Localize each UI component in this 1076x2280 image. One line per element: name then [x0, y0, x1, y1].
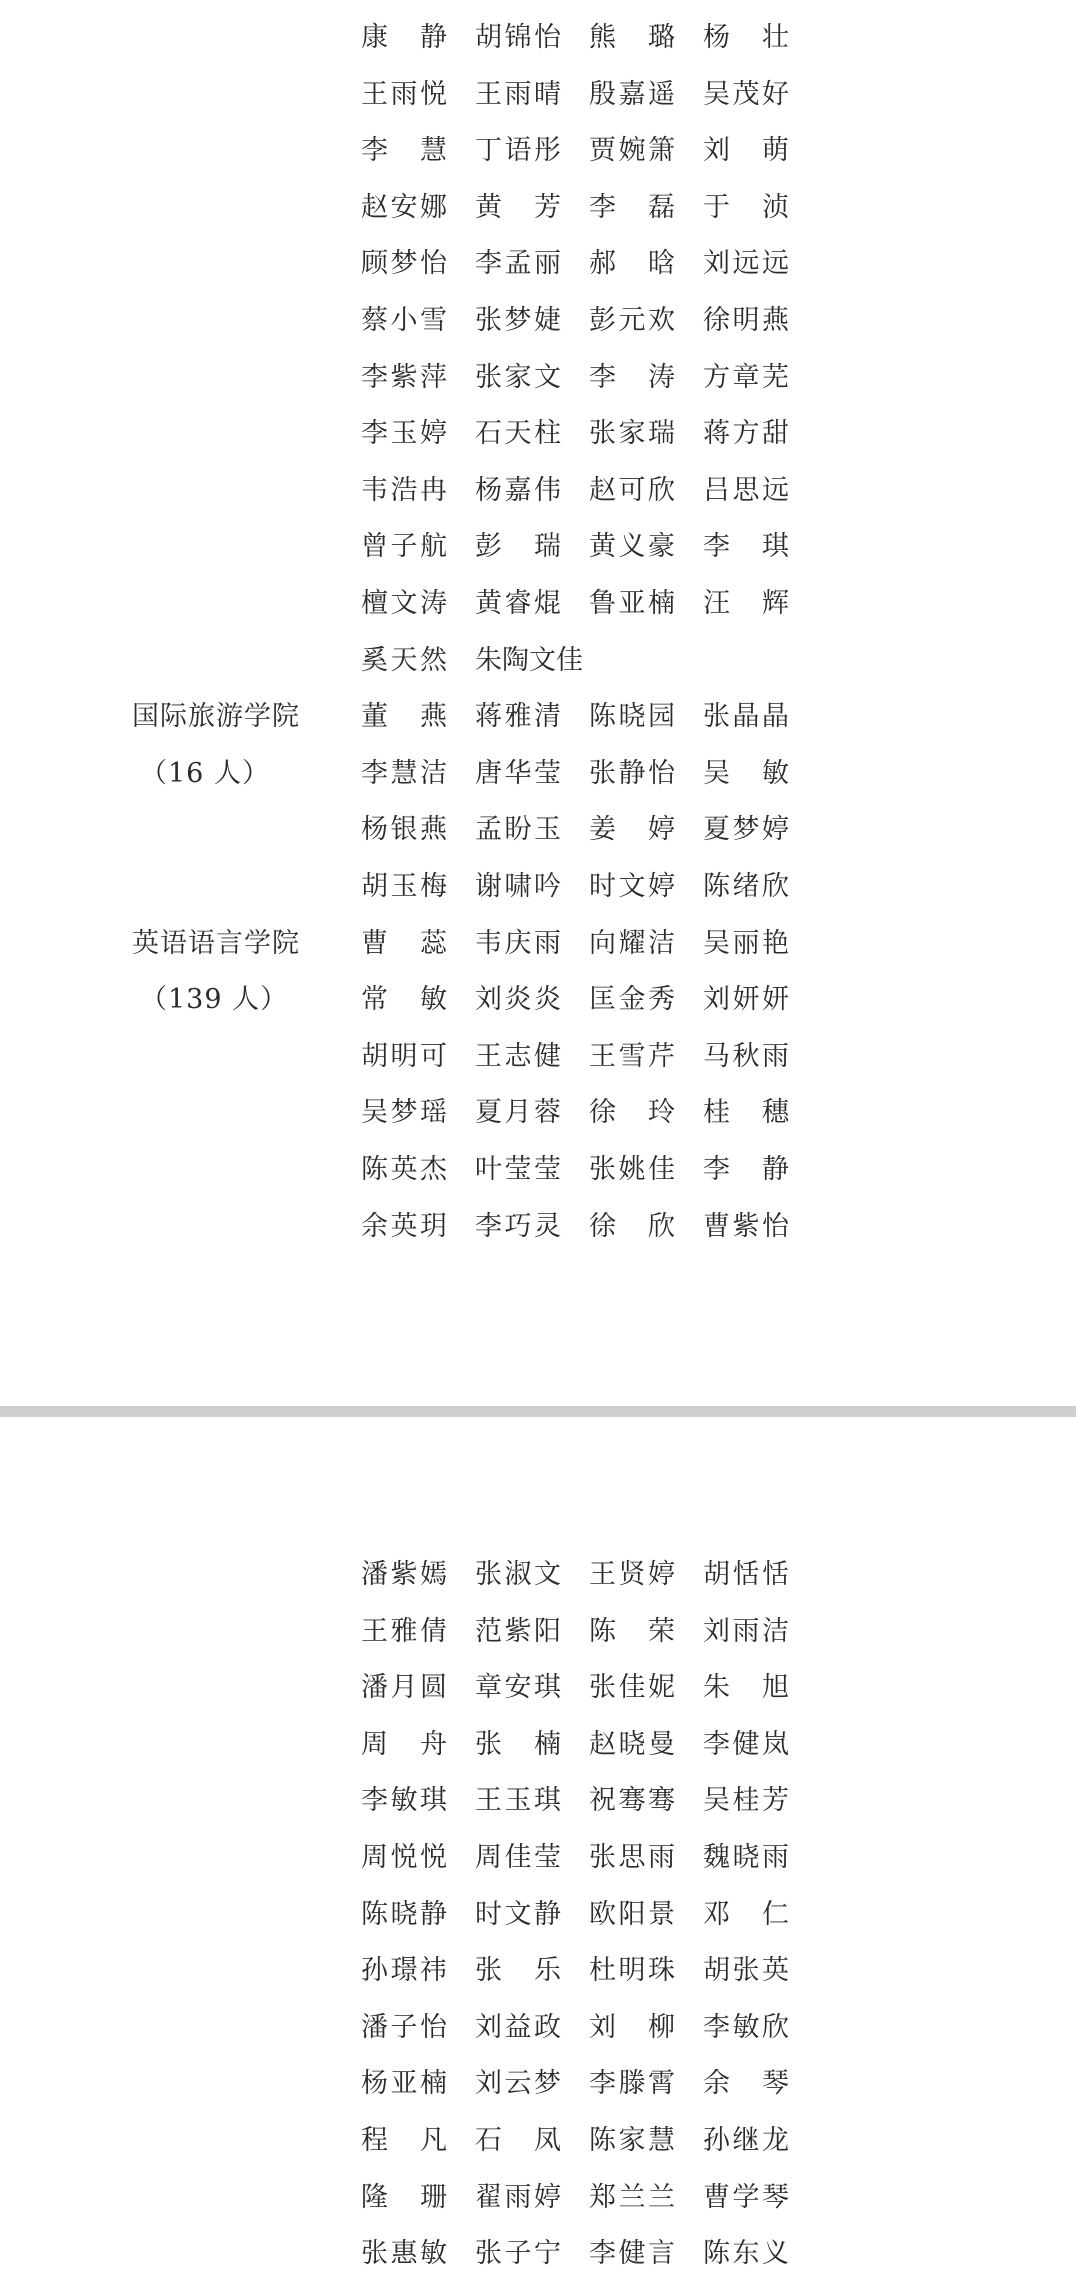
- name-row: [0, 2121, 1076, 2161]
- student-name: 唐华莹: [475, 757, 561, 789]
- student-name: 刘云梦: [475, 2068, 561, 2100]
- student-name: 张家瑞: [589, 418, 675, 450]
- student-name: 黄义豪: [589, 531, 675, 563]
- student-name: 朱陶文佳: [475, 644, 583, 676]
- student-name: 石凤: [475, 2125, 561, 2156]
- student-name: 韦浩冉: [361, 474, 447, 506]
- student-name: 胡锦怡: [475, 22, 561, 53]
- student-name: 徐欣: [589, 1210, 675, 1242]
- student-name: 杨嘉伟: [475, 474, 561, 506]
- name-row: [0, 1037, 1076, 1077]
- student-name: 刘炎炎: [475, 984, 561, 1016]
- student-name: 魏晓雨: [703, 1842, 789, 1873]
- student-name: 张淑文: [475, 1559, 561, 1590]
- student-name: 韦庆雨: [475, 927, 561, 959]
- student-name: 郑兰兰: [589, 2181, 675, 2213]
- student-name: 程凡: [361, 2125, 447, 2156]
- student-name: 刘远远: [703, 248, 789, 280]
- student-name: 刘柳: [589, 2011, 675, 2043]
- student-name: 夏月蓉: [475, 1097, 561, 1129]
- student-name: 赵安娜: [361, 191, 447, 223]
- student-name: 王雨悦: [361, 78, 447, 110]
- name-row: [0, 641, 1076, 681]
- student-name: 张梦婕: [475, 305, 561, 336]
- student-name: 李健岚: [703, 1728, 789, 1760]
- name-row: [0, 1725, 1076, 1765]
- student-name: 蔡小雪: [361, 305, 447, 336]
- student-name: 周舟: [361, 1728, 447, 1760]
- student-name: 潘子怡: [361, 2011, 447, 2043]
- name-row: [0, 527, 1076, 567]
- student-name: 陈晓园: [589, 701, 675, 733]
- student-name: 李玉婷: [361, 418, 447, 450]
- student-name: 彭瑞: [475, 531, 561, 563]
- name-row: [0, 301, 1076, 341]
- student-name: 张乐: [475, 1955, 561, 1987]
- student-name: 曹蕊: [361, 927, 447, 959]
- college-count: （139 人）: [140, 984, 289, 1016]
- student-name: 奚天然: [361, 644, 447, 676]
- student-name: 李健言: [589, 2238, 675, 2270]
- student-name: 刘妍妍: [703, 984, 789, 1016]
- student-name: 檀文涛: [361, 588, 447, 619]
- name-row: [0, 754, 1076, 794]
- student-name: 孙继龙: [703, 2125, 789, 2156]
- student-name: 胡玉梅: [361, 871, 447, 902]
- student-name: 李慧: [361, 135, 447, 167]
- student-name: 王雅倩: [361, 1615, 447, 1647]
- student-name: 陈家慧: [589, 2125, 675, 2156]
- student-name: 匡金秀: [589, 984, 675, 1016]
- name-row: [0, 924, 1076, 964]
- student-name: 赵晓曼: [589, 1728, 675, 1760]
- student-name: 吴梦瑶: [361, 1097, 447, 1129]
- name-row: [0, 414, 1076, 454]
- name-row: [0, 2008, 1076, 2048]
- name-row: [0, 188, 1076, 228]
- name-row: [0, 1612, 1076, 1652]
- student-name: 胡明可: [361, 1040, 447, 1072]
- student-name: 时文婷: [589, 871, 675, 902]
- name-row: [0, 2234, 1076, 2274]
- student-name: 李慧洁: [361, 757, 447, 789]
- student-name: 时文静: [475, 1898, 561, 1930]
- student-name: 邓仁: [703, 1898, 789, 1930]
- name-row: [0, 980, 1076, 1020]
- student-name: 汪辉: [703, 588, 789, 619]
- student-name: 范紫阳: [475, 1615, 561, 1647]
- name-row: [0, 697, 1076, 737]
- student-name: 周佳莹: [475, 1842, 561, 1873]
- student-name: 王贤婷: [589, 1559, 675, 1590]
- student-name: 隆珊: [361, 2181, 447, 2213]
- student-name: 吴茂好: [703, 78, 789, 110]
- student-name: 王志健: [475, 1040, 561, 1072]
- student-name: 彭元欢: [589, 305, 675, 336]
- student-name: 李滕霄: [589, 2068, 675, 2100]
- student-name: 黄睿焜: [475, 588, 561, 619]
- student-name: 陈晓静: [361, 1898, 447, 1930]
- student-name: 张惠敏: [361, 2238, 447, 2270]
- student-name: 余英玥: [361, 1210, 447, 1242]
- name-row: [0, 1895, 1076, 1935]
- student-name: 杨银燕: [361, 814, 447, 846]
- student-name: 丁语彤: [475, 135, 561, 167]
- student-name: 胡恬恬: [703, 1559, 789, 1590]
- name-row: [0, 867, 1076, 907]
- name-row: [0, 1207, 1076, 1247]
- student-name: 孙璟祎: [361, 1955, 447, 1987]
- student-name: 王雪芹: [589, 1040, 675, 1072]
- student-name: 刘萌: [703, 135, 789, 167]
- student-name: 叶莹莹: [475, 1154, 561, 1185]
- name-row: [0, 1951, 1076, 1991]
- name-row: [0, 1838, 1076, 1878]
- name-row: [0, 810, 1076, 850]
- student-name: 李巧灵: [475, 1210, 561, 1242]
- student-name: 向耀洁: [589, 927, 675, 959]
- student-name: 石天柱: [475, 418, 561, 450]
- student-name: 谢啸吟: [475, 871, 561, 902]
- student-name: 郝晗: [589, 248, 675, 280]
- name-row: [0, 244, 1076, 284]
- student-name: 李静: [703, 1154, 789, 1185]
- name-row: [0, 358, 1076, 398]
- student-name: 余琴: [703, 2068, 789, 2100]
- name-row: [0, 1093, 1076, 1133]
- student-name: 刘益政: [475, 2011, 561, 2043]
- student-name: 董燕: [361, 701, 447, 733]
- student-name: 吴桂芳: [703, 1785, 789, 1817]
- student-name: 贾婉箫: [589, 135, 675, 167]
- name-row: [0, 1150, 1076, 1190]
- student-name: 李琪: [703, 531, 789, 563]
- student-name: 李涛: [589, 361, 675, 393]
- student-name: 吴敏: [703, 757, 789, 789]
- student-name: 陈绪欣: [703, 871, 789, 902]
- student-name: 李敏琪: [361, 1785, 447, 1817]
- student-name: 殷嘉遥: [589, 78, 675, 110]
- student-name: 杨壮: [703, 22, 789, 53]
- student-name: 李磊: [589, 191, 675, 223]
- student-name: 蒋方甜: [703, 418, 789, 450]
- name-row: [0, 1555, 1076, 1595]
- student-name: 赵可欣: [589, 474, 675, 506]
- student-name: 张晶晶: [703, 701, 789, 733]
- student-name: 祝骞骞: [589, 1785, 675, 1817]
- student-name: 陈英杰: [361, 1154, 447, 1185]
- student-name: 朱旭: [703, 1672, 789, 1704]
- student-name: 吴丽艳: [703, 927, 789, 959]
- name-row: [0, 2178, 1076, 2218]
- student-name: 张思雨: [589, 1842, 675, 1873]
- name-row: [0, 584, 1076, 624]
- student-name: 熊璐: [589, 22, 675, 53]
- student-name: 于浈: [703, 191, 789, 223]
- student-name: 张姚佳: [589, 1154, 675, 1185]
- college-count: （16 人）: [140, 757, 270, 789]
- name-row: [0, 131, 1076, 171]
- student-name: 李紫萍: [361, 361, 447, 393]
- student-name: 潘紫嫣: [361, 1559, 447, 1590]
- student-name: 张静怡: [589, 757, 675, 789]
- student-name: 马秋雨: [703, 1040, 789, 1072]
- student-name: 黄芳: [475, 191, 561, 223]
- student-name: 徐玲: [589, 1097, 675, 1129]
- student-name: 曾子航: [361, 531, 447, 563]
- student-name: 李孟丽: [475, 248, 561, 280]
- student-name: 胡张英: [703, 1955, 789, 1987]
- student-name: 刘雨洁: [703, 1615, 789, 1647]
- student-name: 顾梦怡: [361, 248, 447, 280]
- student-name: 徐明燕: [703, 305, 789, 336]
- student-name: 鲁亚楠: [589, 588, 675, 619]
- student-name: 蒋雅清: [475, 701, 561, 733]
- student-name: 欧阳景: [589, 1898, 675, 1930]
- name-row: [0, 471, 1076, 511]
- student-name: 杜明珠: [589, 1955, 675, 1987]
- page-separator: [0, 1406, 1076, 1417]
- student-name: 陈东义: [703, 2238, 789, 2270]
- student-name: 章安琪: [475, 1672, 561, 1704]
- name-row: [0, 75, 1076, 115]
- student-name: 张楠: [475, 1728, 561, 1760]
- student-name: 翟雨婷: [475, 2181, 561, 2213]
- name-row: [0, 1781, 1076, 1821]
- student-name: 姜婷: [589, 814, 675, 846]
- student-name: 曹紫怡: [703, 1210, 789, 1242]
- student-name: 陈荣: [589, 1615, 675, 1647]
- name-row: [0, 1668, 1076, 1708]
- student-name: 张子宁: [475, 2238, 561, 2270]
- student-name: 王雨晴: [475, 78, 561, 110]
- college-name: 国际旅游学院: [132, 701, 300, 733]
- student-name: 曹学琴: [703, 2181, 789, 2213]
- student-name: 桂穗: [703, 1097, 789, 1129]
- student-name: 康静: [361, 22, 447, 53]
- student-name: 张家文: [475, 361, 561, 393]
- student-name: 杨亚楠: [361, 2068, 447, 2100]
- college-name: 英语语言学院: [132, 927, 300, 959]
- name-row: [0, 18, 1076, 58]
- student-name: 王玉琪: [475, 1785, 561, 1817]
- name-row: [0, 2064, 1076, 2104]
- student-name: 夏梦婷: [703, 814, 789, 846]
- student-name: 周悦悦: [361, 1842, 447, 1873]
- student-name: 孟盼玉: [475, 814, 561, 846]
- document-page-2: [0, 1417, 1076, 2280]
- student-name: 张佳妮: [589, 1672, 675, 1704]
- student-name: 常敏: [361, 984, 447, 1016]
- student-name: 潘月圆: [361, 1672, 447, 1704]
- student-name: 方章芜: [703, 361, 789, 393]
- student-name: 李敏欣: [703, 2011, 789, 2043]
- student-name: 吕思远: [703, 474, 789, 506]
